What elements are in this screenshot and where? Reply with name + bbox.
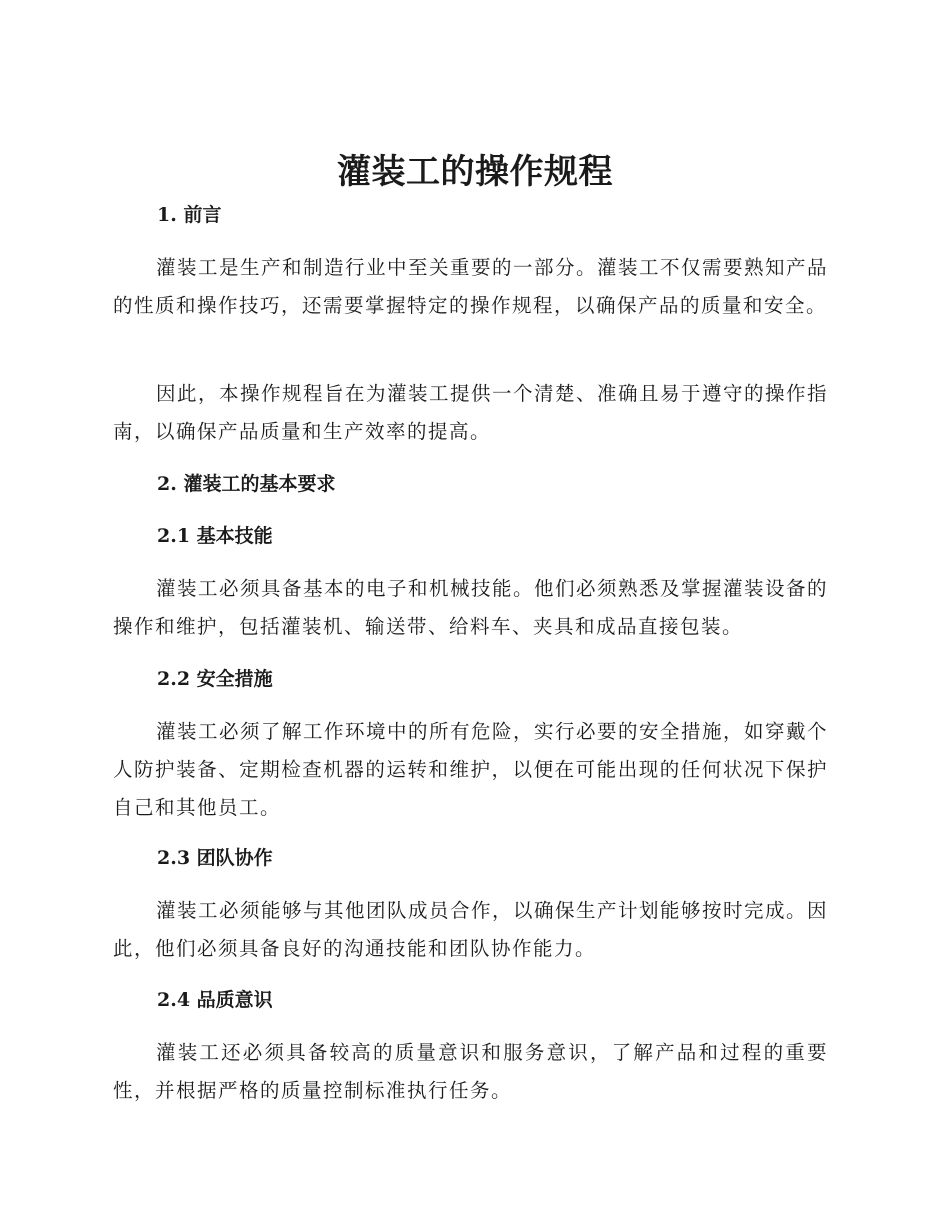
document-title: 灌装工的操作规程 (337, 152, 613, 192)
paragraph-teamwork: 灌装工必须能够与其他团队成员合作，以确保生产计划能够按时完成。因此，他们必须具备良好的沟通技能和团队协作能力。 (113, 899, 829, 960)
subsection-heading-quality: 2.4 品质意识 (157, 989, 273, 1011)
paragraph-basic-skills: 灌装工必须具备基本的电子和机械技能。他们必须熟悉及掌握灌装设备的操作和维护，包括灌装机、输送带、给料车、夹具和成品直接包装。 (113, 577, 829, 638)
paragraph-quality: 灌装工还必须具备较高的质量意识和服务意识，了解产品和过程的重要性，并根据严格的质量控制标准执行任务。 (113, 1041, 828, 1102)
paragraph-safety: 灌装工必须了解工作环境中的所有危险，实行必要的安全措施，如穿戴个人防护装备、定期检查机器的运转和维护，以便在可能出现的任何状况下保护自己和其他员工。 (113, 720, 829, 819)
section-heading-preface: 1. 前言 (157, 204, 222, 226)
subsection-heading-safety: 2.2 安全措施 (157, 668, 273, 690)
subsection-heading-teamwork: 2.3 团队协作 (157, 847, 273, 869)
paragraph-preface-1: 灌装工是生产和制造行业中至关重要的一部分。灌装工不仅需要熟知产品的性质和操作技巧，还需要掌握特定的操作规程，以确保产品的质量和安全。 (113, 256, 829, 317)
section-heading-basic-requirements: 2. 灌装工的基本要求 (157, 473, 336, 495)
subsection-heading-basic-skills: 2.1 基本技能 (157, 525, 273, 547)
paragraph-preface-2: 因此，本操作规程旨在为灌装工提供一个清楚、准确且易于遵守的操作指南，以确保产品质量和生产效率的提高。 (113, 382, 829, 443)
